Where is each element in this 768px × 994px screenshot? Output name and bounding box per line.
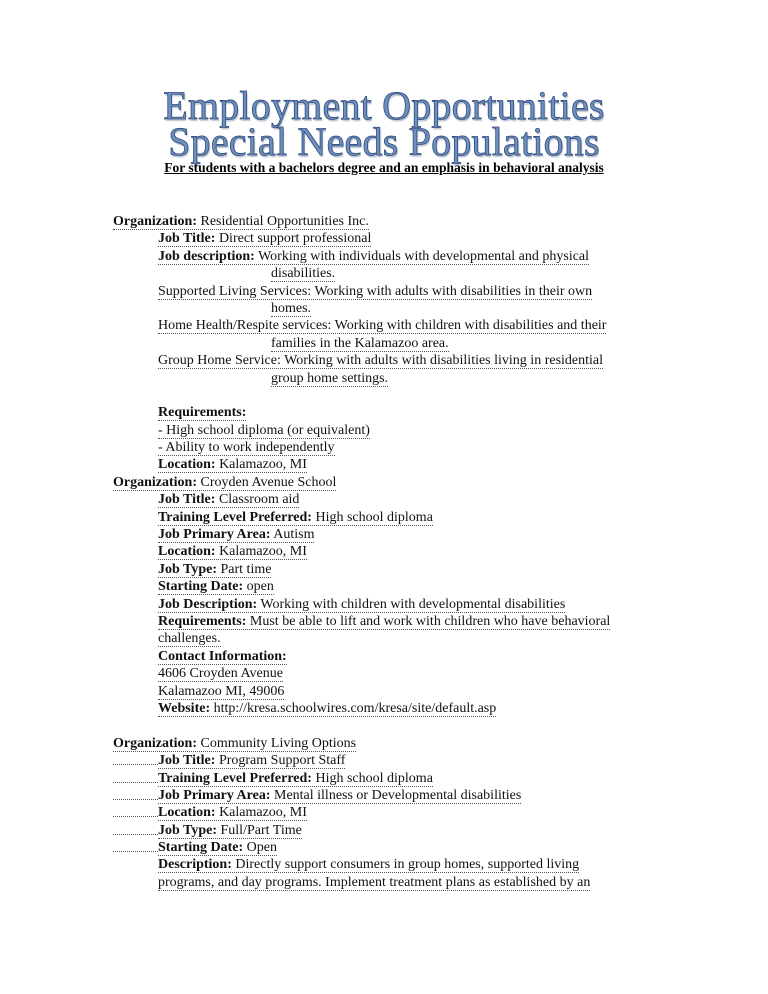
location-label: Location: (158, 457, 216, 473)
requirements-cont (0, 630, 768, 647)
service-1-text: Supported Living Services: Working with adults with disabilities in their own (158, 283, 593, 299)
start-date-label: Starting Date: (158, 579, 244, 595)
job-type-line (0, 561, 768, 578)
training-line (0, 509, 768, 526)
description-cont-text: programs, and day programs. Implement treatment plans as established by an (158, 874, 591, 890)
page-title-line-2: Special Needs Populations (168, 119, 600, 164)
org-section-1 (0, 213, 768, 474)
job-type-label: Job Type: (158, 822, 217, 838)
job-desc-label: Job description: (158, 248, 255, 264)
training-line (0, 770, 768, 787)
location-line (0, 456, 768, 473)
location-line (0, 804, 768, 821)
service-2-cont-text: families in the Kalamazoo area. (271, 335, 449, 351)
address-line (0, 683, 768, 700)
org-label: Organization: (113, 735, 197, 751)
org-name: Croyden Avenue School (200, 474, 337, 490)
primary-area-line (0, 787, 768, 804)
job-type-value: Full/Part Time (220, 822, 302, 838)
requirement-item (0, 439, 768, 456)
service-line-3 (0, 352, 768, 369)
service-line-2 (0, 317, 768, 334)
job-desc-cont (0, 265, 768, 282)
description-cont (0, 874, 768, 891)
location-value: Kalamazoo, MI (219, 544, 307, 560)
service-3-text: Group Home Service: Working with adults with disabilities living in residential (158, 353, 603, 369)
job-desc-line (0, 248, 768, 265)
job-title-label: Job Title: (158, 492, 216, 508)
job-desc-value: Working with children with developmental disabilities (260, 596, 566, 612)
job-type-line (0, 822, 768, 839)
spacer (0, 387, 768, 404)
primary-area-value: Autism (273, 527, 315, 543)
start-date-value: Open (246, 840, 277, 856)
org-line (0, 735, 768, 752)
spacer (0, 717, 768, 734)
org-section-2 (0, 474, 768, 717)
address-city: Kalamazoo MI, 49006 (158, 683, 285, 699)
service-line-2-cont (0, 335, 768, 352)
org-label: Organization: (113, 214, 197, 229)
description-value: Directly support consumers in group homes, supported living (235, 857, 580, 873)
description-label: Description: (158, 857, 232, 873)
org-label: Organization: (113, 474, 197, 490)
job-type-label: Job Type: (158, 561, 217, 577)
tab-leader (113, 764, 158, 765)
requirement-item (0, 422, 768, 439)
document-body (0, 213, 768, 891)
job-title-line (0, 752, 768, 769)
job-desc-cont-text: disabilities. (271, 266, 336, 282)
job-desc-line (0, 596, 768, 613)
job-title-line (0, 230, 768, 247)
job-desc-label: Job Description: (158, 596, 258, 612)
primary-area-label: Job Primary Area: (158, 787, 271, 803)
org-name: Residential Opportunities Inc. (200, 214, 369, 229)
requirement-1: - High school diploma (or equivalent) (158, 422, 370, 438)
address-street: 4606 Croyden Avenue (158, 666, 283, 682)
requirements-label: Requirements: (158, 405, 247, 421)
primary-area-line (0, 526, 768, 543)
training-label: Training Level Preferred: (158, 770, 312, 786)
job-title-line (0, 491, 768, 508)
service-3-cont-text: group home settings. (271, 370, 389, 386)
org-line (0, 474, 768, 491)
location-label: Location: (158, 805, 216, 821)
website-link[interactable]: http://kresa.schoolwires.com/kresa/site/default.asp (213, 700, 497, 716)
job-desc-value: Working with individuals with developmental and physical (258, 248, 590, 264)
training-label: Training Level Preferred: (158, 509, 312, 525)
tab-leader (113, 851, 158, 852)
training-value: High school diploma (315, 770, 433, 786)
job-title-label: Job Title: (158, 231, 216, 247)
service-1-cont-text: homes. (271, 300, 312, 316)
contact-label: Contact Information: (158, 648, 287, 664)
requirements-cont-text: challenges. (158, 631, 221, 647)
requirements-value: Must be able to lift and work with children who have behavioral (249, 613, 611, 629)
location-value: Kalamazoo, MI (219, 457, 307, 473)
contact-heading (0, 648, 768, 665)
job-type-value: Part time (220, 561, 272, 577)
org-section-3 (0, 735, 768, 892)
start-date-line (0, 578, 768, 595)
website-line (0, 700, 768, 717)
service-line-1-cont (0, 300, 768, 317)
page-title-line-1: Employment Opportunities (163, 83, 605, 128)
page-subtitle: For students with a bachelors degree and an emphasis in behavioral analysis (164, 160, 604, 175)
requirements-line (0, 613, 768, 630)
tab-leader (113, 816, 158, 817)
job-title-value: Classroom aid (218, 492, 300, 508)
service-line-3-cont (0, 370, 768, 387)
tab-leader (113, 782, 158, 783)
website-label: Website: (158, 700, 211, 716)
location-label: Location: (158, 544, 216, 560)
tab-leader (113, 834, 158, 835)
primary-area-label: Job Primary Area: (158, 527, 271, 543)
start-date-line (0, 839, 768, 856)
job-title-label: Job Title: (158, 753, 216, 769)
description-line (0, 856, 768, 873)
service-line-1 (0, 283, 768, 300)
address-line (0, 665, 768, 682)
job-title-value: Direct support professional (218, 231, 372, 247)
primary-area-value: Mental illness or Developmental disabilities (274, 787, 522, 803)
training-value: High school diploma (315, 509, 433, 525)
start-date-label: Starting Date: (158, 840, 244, 856)
requirements-label: Requirements: (158, 613, 247, 629)
start-date-value: open (246, 579, 274, 595)
org-line (0, 213, 768, 230)
job-title-value: Program Support Staff (218, 753, 346, 769)
requirements-heading (0, 404, 768, 421)
location-value: Kalamazoo, MI (219, 805, 307, 821)
service-2-text: Home Health/Respite services: Working with children with disabilities and their (158, 318, 607, 334)
tab-leader (113, 799, 158, 800)
location-line (0, 543, 768, 560)
requirement-2: - Ability to work independently (158, 440, 335, 456)
org-name: Community Living Options (200, 735, 357, 751)
